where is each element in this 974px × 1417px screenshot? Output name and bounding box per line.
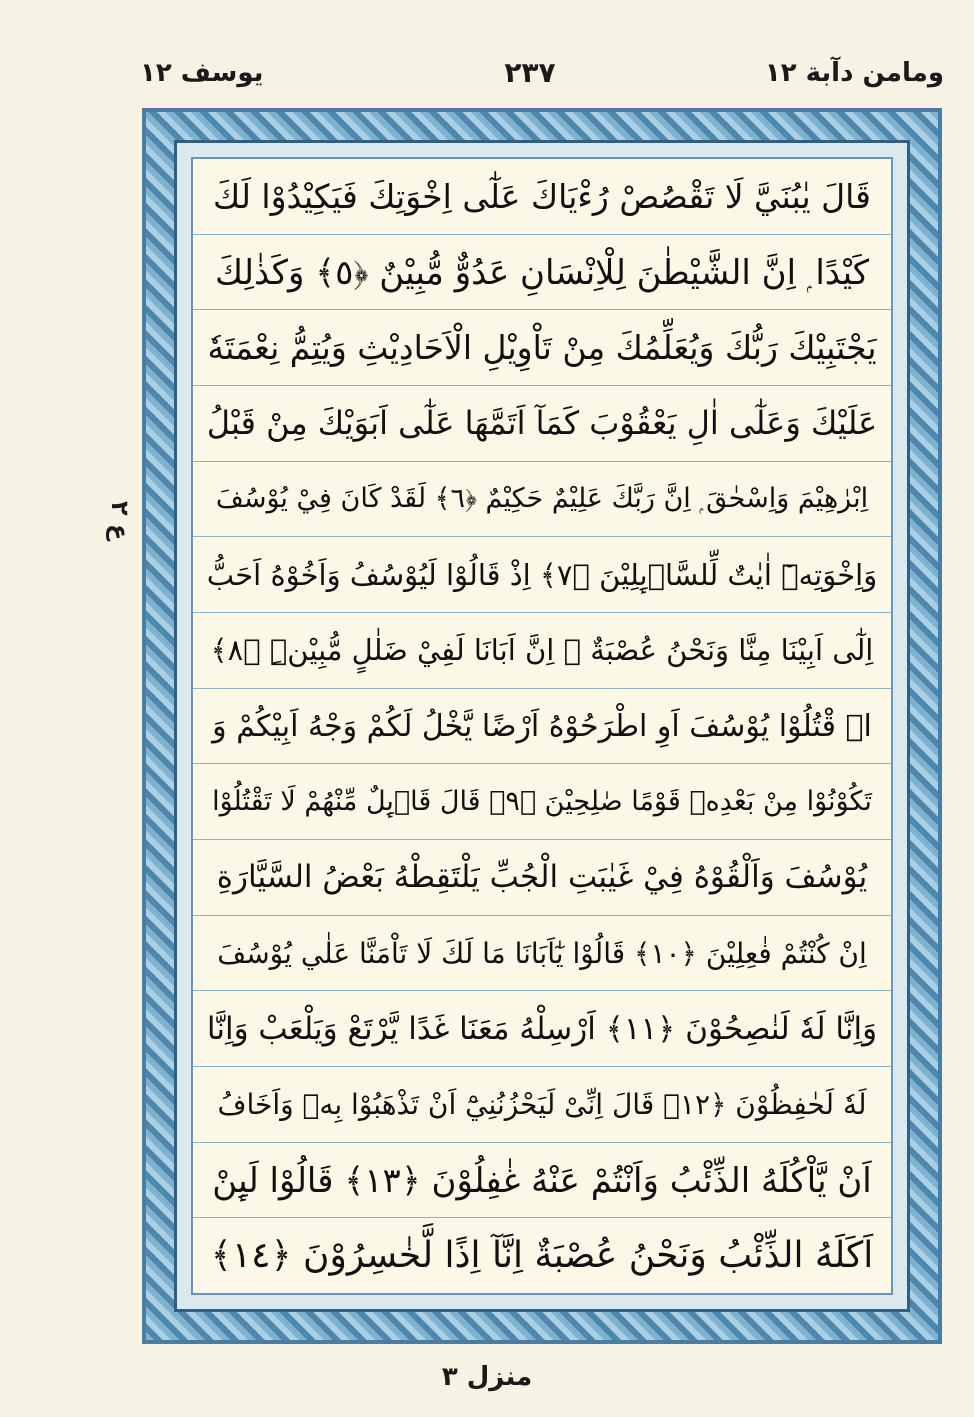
page-header <box>0 48 974 98</box>
text-line-10: يُوْسُفَ وَاَلْقُوْهُ فِيْ غَيٰبَتِ الْجُبِّ يَلْتَقِطْهُ بَعْضُ السَّيَّارَةِ <box>193 840 891 916</box>
juz-name-header: ومامن دآبة ١٢ <box>764 58 944 88</box>
text-line-11: اِنْ كُنْتُمْ فٰعِلِيْنَ ﴿١٠﴾ قَالُوْا يٰٓاَبَانَا مَا لَكَ لَا تَاْمَنَّا عَلٰي يُوْسُفَ <box>193 916 891 992</box>
text-line-15: اَكَلَهُ الذِّئْبُ وَنَحْنُ عُصْبَةٌ اِنَّآ اِذًا لَّخٰسِرُوْنَ ﴿١٤﴾ <box>210 1235 874 1277</box>
text-line-6: وَاِخْوَتِهٖٓ اٰيٰتٌ لِّلسَّاۗىِٕلِيْنَ ﴿٧﴾ اِذْ قَالُوْا لَيُوْسُفُ وَاَخُوْهُ اَحَبُّ <box>193 537 891 613</box>
text-line-1: قَالَ يٰبُنَيَّ لَا تَقْصُصْ رُءْيَاكَ عَلٰٓى اِخْوَتِكَ فَيَكِيْدُوْا لَكَ <box>193 159 891 235</box>
surah-name-header: يوسف ١٢ <box>140 58 264 88</box>
ruku-marker: ع ٢ <box>106 501 134 541</box>
text-line-7: اِلٰٓى اَبِيْنَا مِنَّا وَنَحْنُ عُصْبَةٌ ۭ اِنَّ اَبَانَا لَفِيْ ضَلٰلٍ مُّبِيْنِۨ ﴿٨﴾ <box>193 613 891 689</box>
inner-border <box>174 140 910 1312</box>
text-line-2: كَيْدًا ۭ اِنَّ الشَّيْطٰنَ لِلْاِنْسَانِ عَدُوٌّ مُّبِيْنٌ ﴿٥﴾ وَكَذٰلِكَ <box>193 235 891 311</box>
text-line-13: لَهٗ لَحٰفِظُوْنَ ﴿١٢﴾ قَالَ اِنِّىْ لَيَحْزُنُنِيْٓ اَنْ تَذْهَبُوْا بِهٖ وَاَخَافُ <box>193 1067 891 1143</box>
text-line-4: عَلَيْكَ وَعَلٰٓى اٰلِ يَعْقُوْبَ كَمَآ اَتَمَّهَا عَلٰٓى اَبَوَيْكَ مِنْ قَبْلُ <box>193 386 891 462</box>
manzil-footer: منزل ٣ <box>441 1362 533 1392</box>
text-line-5: اِبْرٰهِيْمَ وَاِسْحٰقَ ۭ اِنَّ رَبَّكَ عَلِيْمٌ حَكِيْمٌ ﴿٦﴾ لَقَدْ كَانَ فِيْ يُوْسُفَ <box>193 462 891 538</box>
text-line-12: وَاِنَّا لَهٗ لَنٰصِحُوْنَ ﴿١١﴾ اَرْسِلْهُ مَعَنَا غَدًا يَّرْتَعْ وَيَلْعَبْ وَاِنَّا <box>193 991 891 1067</box>
verse-text-panel <box>191 157 893 1295</box>
text-line-8: اۨ قْتُلُوْا يُوْسُفَ اَوِ اطْرَحُوْهُ اَرْضًا يَّخْلُ لَكُمْ وَجْهُ اَبِيْكُمْ وَ <box>193 689 891 765</box>
page-number: ٢٣٧ <box>504 56 556 89</box>
decorative-border <box>142 108 942 1344</box>
text-line-9: تَكُوْنُوْا مِنْ بَعْدِهٖ قَوْمًا صٰلِحِيْنَ ﴿٩﴾ قَالَ قَاۗىِٕلٌ مِّنْهُمْ لَا تَقْتُلُوْا <box>193 764 891 840</box>
text-line-3: يَجْتَبِيْكَ رَبُّكَ وَيُعَلِّمُكَ مِنْ تَاْوِيْلِ الْاَحَادِيْثِ وَيُتِمُّ نِعْمَتَهٗ <box>193 310 891 386</box>
text-line-14: اَنْ يَّاْكُلَهُ الذِّئْبُ وَاَنْتُمْ عَنْهُ غٰفِلُوْنَ ﴿١٣﴾ قَالُوْا لَىِٕنْ <box>193 1143 891 1219</box>
